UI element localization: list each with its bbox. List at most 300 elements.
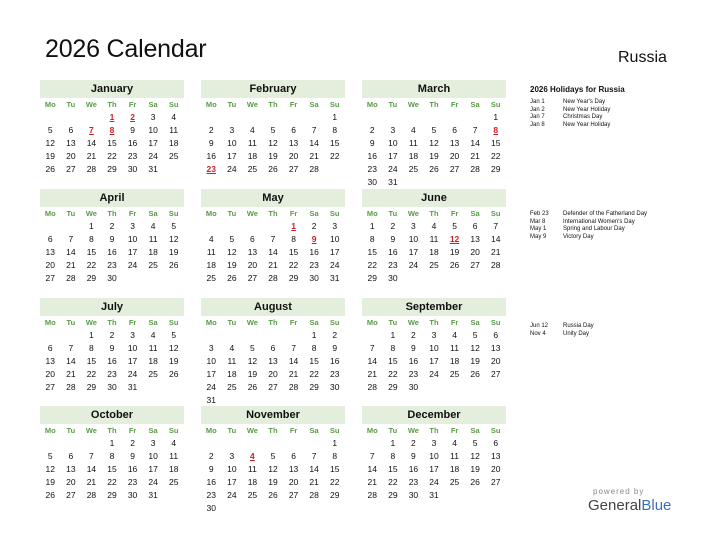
day-cell: 19 (168, 247, 179, 257)
holiday-name: New Year's Day (563, 99, 606, 105)
empty-cell (61, 329, 82, 342)
empty-cell (403, 111, 424, 124)
month-name: March (362, 80, 506, 98)
day-cell: 16 (329, 356, 340, 366)
holiday-item (530, 122, 610, 130)
day-cell: 23 (367, 164, 378, 174)
empty-cell (263, 111, 284, 124)
weekday-label: Sa (148, 426, 158, 435)
day-cell: 15 (388, 356, 398, 366)
holiday-item (530, 219, 647, 227)
day-cell: 12 (247, 356, 258, 366)
day-cell: 25 (168, 151, 179, 161)
day-cell: 14 (490, 234, 501, 244)
day-cell: 2 (369, 125, 375, 135)
day-cell: 8 (390, 451, 396, 461)
month-days (362, 207, 506, 285)
day-cell: 25 (206, 273, 217, 283)
holiday-item (530, 99, 610, 107)
holiday-group (530, 211, 647, 241)
day-cell: 1 (89, 330, 94, 340)
empty-cell (81, 111, 102, 124)
day-cell: 2 (208, 451, 214, 461)
day-cell: 12 (168, 234, 179, 244)
day-cell: 5 (270, 125, 276, 135)
day-cell: 24 (127, 260, 138, 270)
day-cell: 6 (47, 343, 53, 353)
day-cell: 27 (490, 477, 501, 487)
weekday-label: We (246, 100, 258, 109)
day-cell: 20 (66, 477, 76, 487)
day-cell: 24 (429, 477, 439, 487)
holiday-day: 12 (449, 234, 460, 244)
day-cell: 23 (309, 260, 319, 270)
day-cell: 8 (311, 343, 317, 353)
day-cell: 9 (411, 451, 416, 461)
day-cell: 14 (367, 464, 378, 474)
empty-cell (222, 329, 243, 342)
day-cell: 10 (127, 343, 138, 353)
day-cell: 11 (248, 138, 257, 148)
day-cell: 9 (208, 464, 214, 474)
weekday-label: Mo (366, 209, 378, 218)
day-cell: 6 (47, 234, 53, 244)
weekday-label: Tu (388, 100, 398, 109)
weekday-label: Su (329, 100, 340, 109)
month-july (40, 298, 184, 394)
day-cell: 17 (429, 356, 439, 366)
holiday-day: 1 (109, 112, 115, 122)
day-cell: 9 (109, 343, 115, 353)
day-cell: 12 (268, 138, 278, 148)
weekday-label: Su (168, 100, 179, 109)
day-cell: 17 (227, 151, 237, 161)
day-cell: 6 (452, 125, 457, 135)
weekday-label: Fr (289, 426, 298, 435)
empty-cell (263, 220, 284, 233)
weekday-label: Sa (470, 100, 480, 109)
month-september (362, 298, 506, 394)
day-cell: 12 (45, 138, 56, 148)
weekday-label: Tu (388, 426, 398, 435)
day-cell: 18 (168, 138, 179, 148)
day-cell: 19 (429, 151, 439, 161)
day-cell: 27 (45, 273, 56, 283)
day-cell: 12 (45, 464, 56, 474)
day-cell: 1 (311, 330, 317, 340)
day-cell: 26 (45, 490, 56, 500)
day-cell: 6 (493, 330, 499, 340)
day-cell: 3 (229, 125, 235, 135)
day-cell: 3 (390, 125, 396, 135)
day-cell: 23 (107, 260, 117, 270)
empty-cell (40, 329, 61, 342)
day-cell: 24 (227, 490, 237, 500)
day-cell: 19 (470, 464, 480, 474)
weekday-label: Th (268, 209, 278, 218)
day-cell: 15 (86, 356, 97, 366)
weekday-label: We (85, 318, 97, 327)
day-cell: 4 (452, 438, 457, 448)
day-cell: 16 (107, 356, 117, 366)
day-cell: 4 (208, 234, 214, 244)
day-cell: 10 (206, 356, 217, 366)
day-cell: 26 (449, 260, 460, 270)
day-cell: 29 (86, 382, 97, 392)
day-cell: 16 (107, 247, 117, 257)
month-days (40, 207, 184, 285)
day-cell: 10 (148, 451, 158, 461)
empty-cell (222, 111, 243, 124)
weekday-label: Th (107, 426, 117, 435)
day-cell: 22 (367, 260, 378, 270)
day-cell: 19 (45, 151, 56, 161)
empty-cell (383, 111, 404, 124)
day-cell: 9 (332, 343, 338, 353)
month-february (201, 80, 345, 176)
holiday-day: 23 (206, 164, 217, 174)
day-cell: 11 (169, 451, 179, 461)
day-cell: 12 (227, 247, 237, 257)
day-cell: 23 (206, 490, 217, 500)
empty-cell (40, 111, 61, 124)
holiday-item (530, 107, 610, 115)
day-cell: 14 (309, 464, 319, 474)
day-cell: 18 (408, 151, 419, 161)
day-cell: 7 (369, 343, 375, 353)
day-cell: 2 (130, 438, 135, 448)
weekday-label: Tu (66, 100, 76, 109)
weekday-label: Sa (309, 100, 319, 109)
day-cell: 21 (288, 369, 299, 379)
day-cell: 3 (431, 438, 437, 448)
day-cell: 14 (86, 464, 97, 474)
day-cell: 10 (127, 234, 138, 244)
day-cell: 28 (86, 164, 97, 174)
day-cell: 19 (168, 356, 179, 366)
day-cell: 28 (309, 164, 319, 174)
weekday-label: We (407, 426, 419, 435)
holiday-date: May 1 (530, 226, 547, 233)
day-cell: 9 (208, 138, 214, 148)
day-cell: 24 (127, 369, 138, 379)
day-cell: 30 (127, 164, 138, 174)
holiday-item (530, 226, 647, 234)
day-cell: 11 (227, 356, 237, 366)
day-cell: 22 (107, 477, 117, 487)
day-cell: 7 (493, 221, 499, 231)
day-cell: 27 (449, 164, 460, 174)
day-cell: 17 (227, 477, 237, 487)
weekday-label: We (246, 426, 258, 435)
empty-cell (201, 437, 222, 450)
day-cell: 17 (329, 247, 340, 257)
day-cell: 30 (329, 382, 340, 392)
day-cell: 27 (45, 382, 56, 392)
month-name: December (362, 406, 506, 424)
day-cell: 4 (411, 125, 416, 135)
day-cell: 2 (109, 221, 115, 231)
weekday-label: We (85, 426, 97, 435)
day-cell: 18 (247, 477, 258, 487)
day-cell: 5 (472, 438, 478, 448)
empty-cell (242, 111, 263, 124)
day-cell: 10 (388, 138, 398, 148)
day-cell: 16 (127, 138, 138, 148)
day-cell: 7 (311, 125, 317, 135)
day-cell: 14 (268, 247, 278, 257)
day-cell: 2 (109, 330, 115, 340)
day-cell: 19 (227, 260, 237, 270)
day-cell: 25 (168, 477, 179, 487)
day-cell: 28 (470, 164, 480, 174)
weekday-label: Tu (227, 318, 237, 327)
weekday-label: Fr (289, 209, 298, 218)
empty-cell (283, 329, 304, 342)
weekday-label: Su (168, 209, 179, 218)
day-cell: 31 (206, 395, 217, 405)
day-cell: 21 (309, 477, 319, 487)
day-cell: 20 (45, 369, 56, 379)
month-name: April (40, 189, 184, 207)
weekday-label: We (407, 209, 419, 218)
empty-cell (201, 111, 222, 124)
month-name: July (40, 298, 184, 316)
day-cell: 12 (470, 451, 480, 461)
month-days (40, 424, 184, 502)
weekday-label: Tu (66, 426, 76, 435)
holiday-name: Victory Day (563, 233, 594, 240)
day-cell: 23 (107, 369, 117, 379)
empty-cell (362, 329, 383, 342)
weekday-label: Mo (205, 209, 217, 218)
day-cell: 11 (206, 247, 216, 257)
month-days (362, 424, 506, 502)
day-cell: 12 (268, 464, 278, 474)
day-cell: 20 (288, 151, 299, 161)
day-cell: 18 (206, 260, 217, 270)
month-june (362, 189, 506, 285)
weekday-label: Fr (128, 209, 137, 218)
day-cell: 18 (148, 356, 158, 366)
day-cell: 17 (429, 464, 439, 474)
day-cell: 23 (408, 369, 419, 379)
day-cell: 1 (493, 112, 499, 122)
day-cell: 26 (470, 369, 480, 379)
weekday-label: Th (429, 209, 439, 218)
day-cell: 28 (86, 490, 97, 500)
empty-cell (304, 437, 325, 450)
holiday-name: Defender of the Fatherland Day (563, 211, 648, 217)
day-cell: 6 (68, 451, 74, 461)
month-name: September (362, 298, 506, 316)
empty-cell (283, 437, 304, 450)
weekday-label: Tu (388, 209, 398, 218)
holiday-name: International Women's Day (563, 218, 635, 225)
day-cell: 22 (309, 369, 319, 379)
day-cell: 16 (367, 151, 378, 161)
month-days (362, 98, 506, 189)
day-cell: 19 (268, 477, 278, 487)
day-cell: 24 (148, 477, 158, 487)
empty-cell (242, 220, 263, 233)
day-cell: 9 (130, 451, 135, 461)
day-cell: 23 (127, 477, 138, 487)
holiday-day: 2 (130, 112, 135, 122)
day-cell: 5 (472, 330, 478, 340)
day-cell: 9 (390, 234, 396, 244)
day-cell: 6 (291, 451, 296, 461)
month-may (201, 189, 345, 285)
day-cell: 2 (208, 125, 214, 135)
empty-cell (444, 111, 465, 124)
day-cell: 26 (168, 260, 179, 270)
day-cell: 7 (472, 125, 478, 135)
weekday-label: Tu (66, 318, 76, 327)
day-cell: 10 (408, 234, 419, 244)
day-cell: 5 (229, 234, 235, 244)
day-cell: 6 (493, 438, 499, 448)
weekday-label: Sa (309, 318, 319, 327)
weekday-label: Su (168, 426, 179, 435)
weekday-label: Tu (227, 100, 237, 109)
day-cell: 4 (171, 112, 177, 122)
day-cell: 27 (288, 164, 299, 174)
day-cell: 19 (45, 477, 56, 487)
day-cell: 30 (367, 177, 378, 187)
holiday-date: Jun 12 (530, 323, 549, 329)
month-name: January (40, 80, 184, 98)
holiday-name: New Year Holiday (563, 121, 611, 128)
weekday-label: Fr (128, 100, 137, 109)
weekday-label: Sa (470, 426, 480, 435)
month-march (362, 80, 506, 189)
day-cell: 13 (45, 247, 56, 257)
holiday-day: 7 (89, 125, 94, 135)
day-cell: 29 (388, 490, 398, 500)
day-cell: 16 (309, 247, 319, 257)
day-cell: 24 (206, 382, 217, 392)
day-cell: 21 (490, 247, 501, 257)
day-cell: 31 (329, 273, 340, 283)
day-cell: 15 (309, 356, 319, 366)
day-cell: 4 (171, 438, 177, 448)
day-cell: 24 (408, 260, 419, 270)
day-cell: 4 (250, 125, 255, 135)
day-cell: 4 (431, 221, 437, 231)
holiday-date: Feb 23 (530, 211, 549, 217)
weekday-label: Tu (66, 209, 76, 218)
day-cell: 6 (250, 234, 255, 244)
weekday-label: Sa (148, 100, 158, 109)
day-cell: 25 (148, 260, 158, 270)
day-cell: 28 (367, 490, 378, 500)
holiday-date: Nov 4 (530, 330, 546, 337)
holiday-date: Jan 1 (530, 99, 545, 105)
holiday-item (530, 331, 594, 339)
day-cell: 14 (309, 138, 319, 148)
empty-cell (242, 329, 263, 342)
month-days (362, 316, 506, 394)
month-days (40, 316, 184, 394)
day-cell: 1 (109, 438, 115, 448)
empty-cell (362, 111, 383, 124)
day-cell: 20 (66, 151, 76, 161)
day-cell: 18 (168, 464, 179, 474)
empty-cell (222, 220, 243, 233)
day-cell: 11 (429, 234, 439, 244)
weekday-label: Su (490, 209, 501, 218)
day-cell: 17 (127, 356, 138, 366)
day-cell: 30 (107, 273, 117, 283)
day-cell: 8 (390, 343, 396, 353)
generalblue-logo (588, 497, 671, 514)
weekday-label: Su (329, 209, 340, 218)
day-cell: 7 (369, 451, 375, 461)
holiday-name: Spring and Labour Day (563, 226, 625, 233)
day-cell: 4 (452, 330, 457, 340)
weekday-label: Fr (450, 426, 459, 435)
day-cell: 14 (66, 247, 76, 257)
day-cell: 30 (408, 490, 419, 500)
day-cell: 17 (148, 138, 158, 148)
month-october (40, 406, 184, 502)
day-cell: 21 (367, 477, 378, 487)
day-cell: 12 (429, 138, 439, 148)
empty-cell (222, 437, 243, 450)
day-cell: 26 (268, 164, 278, 174)
day-cell: 11 (148, 343, 158, 353)
day-cell: 18 (227, 369, 237, 379)
day-cell: 22 (107, 151, 117, 161)
day-cell: 25 (408, 164, 419, 174)
weekday-label: Fr (289, 100, 298, 109)
day-cell: 25 (429, 260, 439, 270)
day-cell: 27 (490, 369, 501, 379)
day-cell: 22 (329, 151, 340, 161)
empty-cell (465, 111, 486, 124)
day-cell: 15 (367, 247, 378, 257)
country-name: Russia (618, 49, 667, 66)
day-cell: 16 (388, 247, 398, 257)
day-cell: 6 (270, 343, 276, 353)
day-cell: 9 (130, 125, 135, 135)
day-cell: 28 (66, 382, 76, 392)
weekday-label: Fr (128, 318, 137, 327)
day-cell: 13 (288, 464, 299, 474)
weekday-label: Sa (148, 318, 158, 327)
day-cell: 17 (148, 464, 158, 474)
day-cell: 10 (429, 343, 439, 353)
weekday-label: Fr (450, 209, 459, 218)
day-cell: 15 (388, 464, 398, 474)
holiday-name: New Year Holiday (563, 106, 611, 113)
day-cell: 3 (332, 221, 338, 231)
day-cell: 8 (109, 451, 115, 461)
weekday-label: Fr (289, 318, 298, 327)
holiday-name: Unity Day (563, 330, 590, 337)
day-cell: 10 (227, 464, 237, 474)
day-cell: 27 (470, 260, 480, 270)
day-cell: 6 (472, 221, 478, 231)
day-cell: 28 (66, 273, 76, 283)
day-cell: 5 (452, 221, 457, 231)
empty-cell (242, 437, 263, 450)
weekday-label: Sa (470, 209, 480, 218)
day-cell: 2 (390, 221, 396, 231)
day-cell: 28 (288, 382, 299, 392)
holiday-day: 8 (493, 125, 499, 135)
